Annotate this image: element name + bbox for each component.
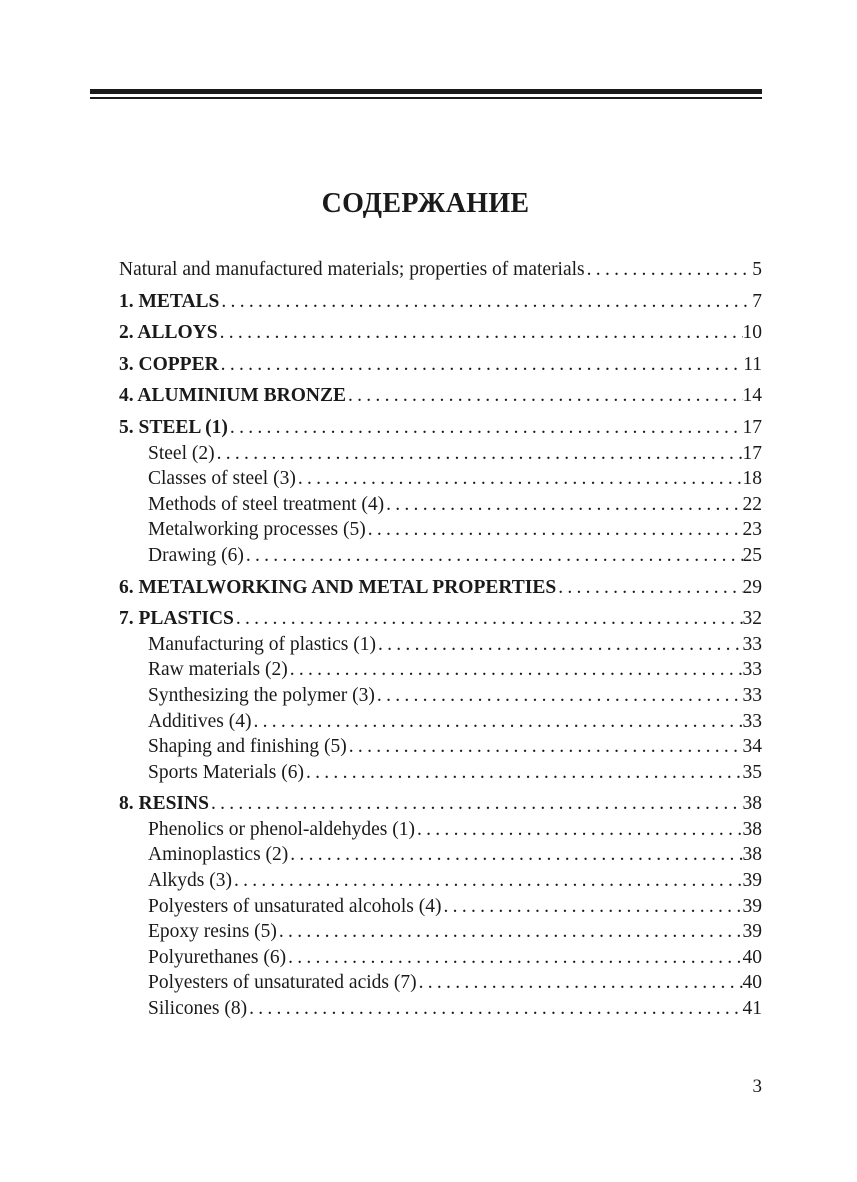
toc-page-number: 39 <box>742 921 762 943</box>
toc-page-number: 11 <box>743 353 762 375</box>
toc-entry-title: Additives (4) <box>148 710 252 732</box>
toc-dot-leader <box>219 289 752 315</box>
toc-dot-leader <box>277 919 743 945</box>
toc-subentry[interactable] <box>119 709 762 735</box>
toc-page-number: 40 <box>742 972 762 994</box>
toc-subentry[interactable] <box>119 517 762 543</box>
toc-entry-title: Epoxy resins (5) <box>148 921 277 943</box>
toc-dot-leader <box>219 352 744 378</box>
toc-entry-title: 6. METALWORKING AND METAL PROPERTIES <box>119 576 557 598</box>
toc-subentry[interactable] <box>119 466 762 492</box>
header-rule-thick <box>90 89 762 94</box>
toc-page-number: 39 <box>742 895 762 917</box>
toc-entry-title: 3. COPPER <box>119 353 219 375</box>
toc-entry-title: Methods of steel treatment (4) <box>148 493 385 515</box>
toc-subentry[interactable] <box>119 817 762 843</box>
toc-entry-title: Metalworking processes (5) <box>148 519 366 541</box>
toc-subentry[interactable] <box>119 970 762 996</box>
toc-dot-leader <box>286 945 742 971</box>
toc-entry-title: 4. ALUMINIUM BRONZE <box>119 385 346 407</box>
toc-dot-leader <box>209 791 743 817</box>
toc-dot-leader <box>215 441 743 467</box>
toc-dot-leader <box>288 657 743 683</box>
toc-entry-title: Natural and manufactured materials; properties of materials <box>119 259 585 280</box>
toc-page-number: 35 <box>742 761 762 783</box>
toc-page-number: 33 <box>742 684 762 706</box>
toc-subentry[interactable] <box>119 842 762 868</box>
toc-subentry[interactable] <box>119 632 762 658</box>
toc-page-number: 38 <box>742 844 762 866</box>
toc-dot-leader <box>234 606 743 632</box>
toc-dot-leader <box>244 543 743 569</box>
toc-subentry[interactable] <box>119 683 762 709</box>
toc-entry-title: Alkyds (3) <box>148 870 232 892</box>
toc-page-number: 14 <box>742 385 762 407</box>
toc-entry[interactable] <box>119 791 762 817</box>
toc-page-number: 25 <box>742 544 762 566</box>
toc-page-number: 33 <box>742 710 762 732</box>
toc-dot-leader <box>442 894 743 920</box>
toc-entry[interactable] <box>119 257 762 283</box>
toc-entry-title: Phenolics or phenol-aldehydes (1) <box>148 818 415 840</box>
toc-dot-leader <box>296 466 743 492</box>
toc-page-number: 10 <box>742 322 762 344</box>
toc-dot-leader <box>288 842 742 868</box>
toc-entry-title: Polyurethanes (6) <box>148 946 287 968</box>
toc-page-number: 29 <box>742 576 762 598</box>
toc-entry-title: Manufacturing of plastics (1) <box>148 633 376 655</box>
toc-entry-title: 1. METALS <box>119 290 220 312</box>
toc-subentry[interactable] <box>119 894 762 920</box>
toc-entry-title: Steel (2) <box>148 442 215 464</box>
toc-subentry[interactable] <box>119 945 762 971</box>
toc-entry-title: Shaping and finishing (5) <box>148 736 347 758</box>
toc-dot-leader <box>228 415 743 441</box>
page-number: 3 <box>752 1076 762 1097</box>
toc-subentry[interactable] <box>119 492 762 518</box>
toc-page-number: 17 <box>742 442 762 464</box>
toc-page-number: 33 <box>742 633 762 655</box>
toc-page-number: 38 <box>742 793 762 815</box>
toc-dot-leader <box>384 492 742 518</box>
toc-entry[interactable] <box>119 352 762 378</box>
toc-page-number: 34 <box>742 736 762 758</box>
toc-subentry[interactable] <box>119 734 762 760</box>
toc-dot-leader <box>218 320 743 346</box>
toc-dot-leader <box>251 709 742 735</box>
toc-dot-leader <box>347 734 743 760</box>
toc-page-number: 40 <box>742 946 762 968</box>
toc-dot-leader <box>304 760 743 786</box>
toc-entry-title: Aminoplastics (2) <box>148 844 289 866</box>
toc-entry-title: 5. STEEL (1) <box>119 416 228 438</box>
table-of-contents <box>119 257 762 1022</box>
toc-page-number: 32 <box>742 608 762 630</box>
toc-entry[interactable] <box>119 415 762 441</box>
toc-dot-leader <box>346 383 743 409</box>
header-rule-thin <box>90 97 762 99</box>
toc-entry[interactable] <box>119 606 762 632</box>
toc-dot-leader <box>366 517 743 543</box>
toc-page-number: 17 <box>742 416 762 438</box>
toc-page-number: 38 <box>742 818 762 840</box>
toc-entry[interactable] <box>119 575 762 601</box>
toc-entry-title: Sports Materials (6) <box>148 761 304 783</box>
toc-dot-leader <box>417 970 743 996</box>
toc-entry[interactable] <box>119 320 762 346</box>
toc-page-number: 5 <box>752 259 762 280</box>
toc-page-number: 7 <box>752 290 762 312</box>
toc-dot-leader <box>247 996 742 1022</box>
toc-entry-title: Silicones (8) <box>148 998 248 1020</box>
toc-dot-leader <box>556 575 742 601</box>
toc-dot-leader <box>232 868 743 894</box>
toc-entry-title: Drawing (6) <box>148 544 244 566</box>
page-title: СОДЕРЖАНИЕ <box>321 188 530 219</box>
toc-page-number: 41 <box>742 998 762 1020</box>
toc-dot-leader <box>415 817 743 843</box>
toc-entry-title: 8. RESINS <box>119 793 209 815</box>
toc-dot-leader <box>375 683 743 709</box>
toc-subentry[interactable] <box>119 996 762 1022</box>
toc-page-number: 18 <box>742 468 762 490</box>
toc-subentry[interactable] <box>119 919 762 945</box>
toc-dot-leader <box>376 632 743 658</box>
toc-page-number: 23 <box>742 519 762 541</box>
toc-subentry[interactable] <box>119 760 762 786</box>
toc-dot-leader <box>585 257 753 283</box>
toc-entry-title: Polyesters of unsaturated alcohols (4) <box>148 895 442 917</box>
toc-subentry[interactable] <box>119 543 762 569</box>
toc-page-number: 33 <box>742 659 762 681</box>
toc-entry-title: Polyesters of unsaturated acids (7) <box>148 972 417 994</box>
toc-subentry[interactable] <box>119 868 762 894</box>
toc-entry-title: 2. ALLOYS <box>119 322 218 344</box>
toc-entry-title: Classes of steel (3) <box>148 468 296 490</box>
toc-entry-title: 7. PLASTICS <box>119 608 234 630</box>
toc-subentry[interactable] <box>119 441 762 467</box>
toc-entry-title: Synthesizing the polymer (3) <box>148 684 375 706</box>
toc-page-number: 22 <box>742 493 762 515</box>
toc-entry[interactable] <box>119 383 762 409</box>
toc-entry[interactable] <box>119 289 762 315</box>
toc-page-number: 39 <box>742 870 762 892</box>
toc-subentry[interactable] <box>119 657 762 683</box>
toc-entry-title: Raw materials (2) <box>148 659 288 681</box>
